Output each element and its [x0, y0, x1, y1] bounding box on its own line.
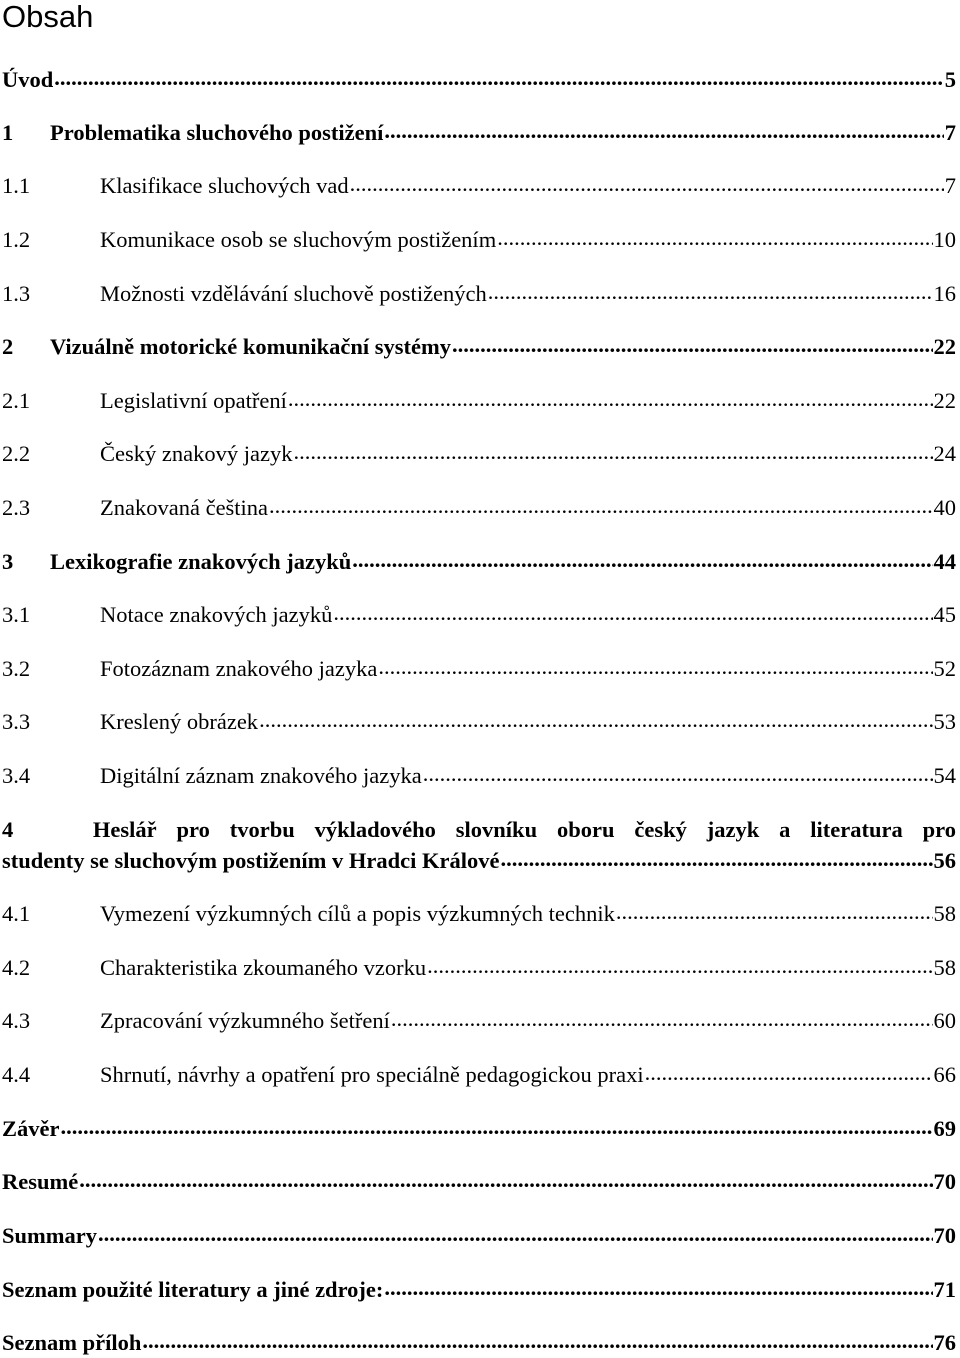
toc-entry-text: Summary	[2, 1222, 97, 1248]
toc-entry-section-3-3[interactable]	[2, 706, 956, 736]
toc-leader-dots	[288, 385, 933, 408]
toc-leader-dots	[500, 846, 932, 869]
page-title: Obsah	[2, 0, 94, 34]
toc-entry-zaver[interactable]	[2, 1113, 956, 1143]
toc-entry-page: 10	[933, 226, 956, 252]
toc-entry-text: Charakteristika zkoumaného vzorku	[100, 954, 427, 980]
toc-entry-number: 2.2	[2, 440, 31, 466]
toc-leader-dots	[384, 117, 943, 140]
toc-leader-dots	[259, 706, 932, 729]
toc-entry-text: Digitální záznam znakového jazyka	[100, 762, 422, 788]
toc-entry-text: Seznam příloh	[2, 1329, 142, 1355]
toc-leader-dots	[333, 599, 932, 622]
toc-entry-page: 53	[933, 708, 956, 734]
toc-entry-page: 60	[933, 1007, 956, 1033]
toc-entry-page: 22	[933, 333, 956, 359]
toc-entry-page: 56	[933, 848, 956, 873]
toc-entry-text: Vymezení výzkumných cílů a popis výzkumných technik	[100, 900, 615, 926]
toc-entry-page: 54	[933, 762, 956, 788]
toc-entry-number: 1.2	[2, 226, 31, 252]
toc-entry-number: 2	[2, 333, 14, 359]
toc-entry-resume[interactable]	[2, 1166, 956, 1196]
toc-entry-page: 44	[933, 548, 956, 574]
toc-leader-dots	[269, 492, 932, 515]
toc-leader-dots	[423, 760, 933, 783]
toc-entry-page: 70	[933, 1222, 956, 1248]
toc-entry-section-3-1[interactable]	[2, 599, 956, 629]
toc-entry-text: Možnosti vzdělávání sluchově postižených	[100, 280, 487, 306]
toc-entry-text: Klasifikace sluchových vad	[100, 172, 349, 198]
toc-leader-dots	[488, 278, 933, 301]
toc-entry-chapter-2[interactable]	[2, 331, 956, 361]
toc-entry-page: 52	[933, 655, 956, 681]
toc-entry-number: 1.3	[2, 280, 31, 306]
toc-entry-chapter-1[interactable]	[2, 117, 956, 147]
toc-entry-number: 4.1	[2, 900, 31, 926]
toc-entry-text: Lexikografie znakových jazyků	[50, 548, 352, 574]
toc-entry-number: 3.2	[2, 655, 31, 681]
toc-entry-number: 3.3	[2, 708, 31, 734]
toc-entry-text: Zpracování výzkumného šetření	[100, 1007, 390, 1033]
toc-entry-chapter-4[interactable]	[2, 814, 956, 876]
toc-entry-appendices[interactable]	[2, 1327, 956, 1357]
toc-entry-uvod[interactable]	[2, 64, 956, 94]
toc-entry-page: 7	[944, 119, 956, 145]
toc-leader-dots	[452, 331, 932, 354]
toc-entry-text: Kreslený obrázek	[100, 708, 259, 734]
toc-entry-page: 40	[933, 494, 956, 520]
toc-entry-page: 76	[933, 1329, 956, 1355]
toc-leader-dots	[352, 546, 932, 569]
toc-entry-section-3-4[interactable]	[2, 760, 956, 790]
toc-entry-page: 71	[933, 1276, 956, 1302]
toc-entry-page: 58	[933, 954, 956, 980]
toc-entry-section-1-3[interactable]	[2, 278, 956, 308]
toc-leader-dots	[384, 1274, 932, 1297]
toc-entry-page: 58	[933, 900, 956, 926]
toc-entry-text: Seznam použité literatury a jiné zdroje:	[2, 1276, 384, 1302]
toc-entry-number: 2.1	[2, 387, 31, 413]
toc-leader-dots	[427, 952, 932, 975]
toc-leader-dots	[60, 1113, 932, 1136]
toc-entry-page: 7	[944, 172, 956, 198]
toc-entry-section-2-3[interactable]	[2, 492, 956, 522]
toc-entry-page: 22	[933, 387, 956, 413]
toc-entry-number: 4.3	[2, 1007, 31, 1033]
toc-entry-section-2-2[interactable]	[2, 438, 956, 468]
toc-leader-dots	[378, 653, 932, 676]
toc-entry-number: 4.4	[2, 1061, 31, 1087]
toc-leader-dots	[497, 224, 932, 247]
toc-entry-section-4-3[interactable]	[2, 1005, 956, 1035]
toc-entry-section-2-1[interactable]	[2, 385, 956, 415]
toc-entry-number: 3.1	[2, 601, 31, 627]
toc-entry-text: Problematika sluchového postižení	[50, 119, 384, 145]
toc-entry-text: studenty se sluchovým postižením v Hradci Králové	[2, 848, 500, 873]
toc-entry-text: Fotozáznam znakového jazyka	[100, 655, 378, 681]
toc-entry-number: 3	[2, 548, 14, 574]
toc-entry-text: Heslář pro tvorbu výkladového slovníku oboru český jazyk a literatura pro	[92, 817, 957, 842]
toc-entry-page: 24	[933, 440, 956, 466]
toc-entry-text: Úvod	[2, 66, 54, 92]
toc-leader-dots	[79, 1166, 932, 1189]
toc-leader-dots	[645, 1059, 933, 1082]
toc-entry-text: Shrnutí, návrhy a opatření pro speciálně pedagogickou praxi	[100, 1061, 644, 1087]
toc-entry-text: Komunikace osob se sluchovým postižením	[100, 226, 497, 252]
toc-entry-number: 4.2	[2, 954, 31, 980]
toc-entry-text: Vizuálně motorické komunikační systémy	[50, 333, 452, 359]
toc-entry-section-1-1[interactable]	[2, 170, 956, 200]
toc-entry-page: 69	[933, 1115, 956, 1141]
toc-leader-dots	[142, 1327, 932, 1350]
toc-entry-summary[interactable]	[2, 1220, 956, 1250]
toc-entry-number: 2.3	[2, 494, 31, 520]
toc-leader-dots	[293, 438, 932, 461]
toc-entry-section-4-2[interactable]	[2, 952, 956, 982]
toc-entry-text: Český znakový jazyk	[100, 440, 293, 466]
toc-leader-dots	[616, 898, 933, 921]
toc-leader-dots	[391, 1005, 933, 1028]
toc-entry-page: 66	[933, 1061, 956, 1087]
toc-leader-dots	[98, 1220, 933, 1243]
toc-entry-text: Závěr	[2, 1115, 60, 1141]
toc-entry-number: 4	[2, 817, 14, 842]
toc-entry-page: 45	[933, 601, 956, 627]
toc-entry-number: 1.1	[2, 172, 31, 198]
toc-leader-dots	[54, 64, 943, 87]
toc-entry-chapter-3[interactable]	[2, 546, 956, 576]
toc-entry-text-line1	[2, 814, 956, 845]
toc-entry-text: Resumé	[2, 1168, 79, 1194]
toc-entry-number: 3.4	[2, 762, 31, 788]
toc-entry-section-1-2[interactable]	[2, 224, 956, 254]
toc-entry-page: 5	[944, 66, 956, 92]
toc-entry-section-3-2[interactable]	[2, 653, 956, 683]
toc-entry-text: Notace znakových jazyků	[100, 601, 333, 627]
toc-entry-section-4-4[interactable]	[2, 1059, 956, 1089]
toc-entry-text-line2	[2, 845, 956, 876]
toc-entry-number: 1	[2, 119, 14, 145]
toc-entry-text: Znakovaná čeština	[100, 494, 269, 520]
toc-entry-section-4-1[interactable]	[2, 898, 956, 928]
toc-entry-page: 70	[933, 1168, 956, 1194]
toc-entry-bibliography[interactable]	[2, 1274, 956, 1304]
toc-entry-page: 16	[933, 280, 956, 306]
toc-entry-text: Legislativní opatření	[100, 387, 287, 413]
toc-leader-dots	[350, 170, 944, 193]
